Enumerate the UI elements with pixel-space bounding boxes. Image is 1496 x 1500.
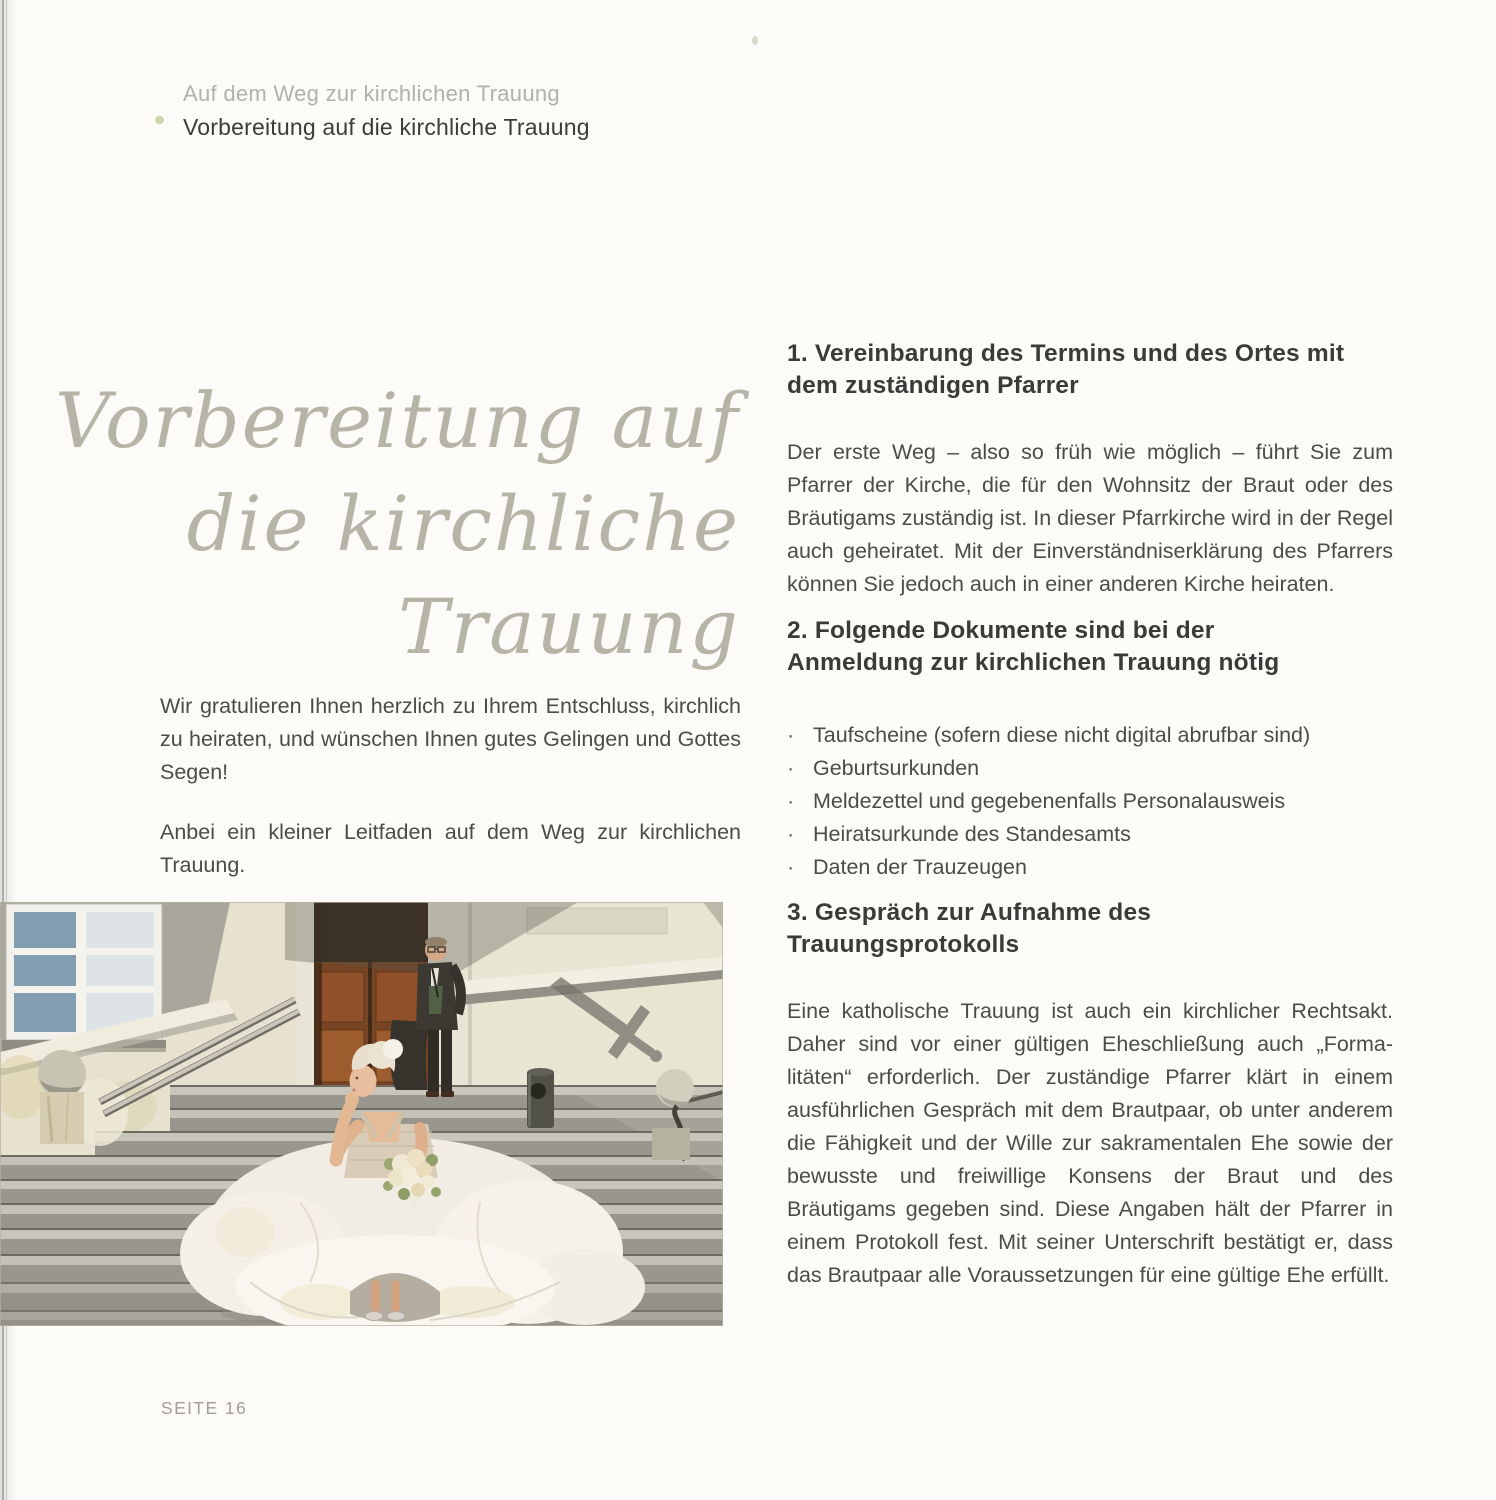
- wedding-photo: [0, 902, 723, 1326]
- bullet-dot: [155, 116, 164, 124]
- content-column: [787, 338, 1393, 1292]
- section-heading-3: 3. Gespräch zur Aufnahme des Trauungsprotokolls: [787, 899, 1152, 958]
- list-item: [787, 818, 1393, 851]
- list-item: [787, 785, 1393, 818]
- scan-speck: [752, 36, 758, 45]
- breadcrumb-chapter: Auf dem Weg zur kirchlichen Trauung: [183, 81, 560, 106]
- list-bullet: ·: [787, 822, 795, 846]
- list-bullet: ·: [787, 723, 795, 747]
- section-terminvereinbarung: [787, 338, 1393, 601]
- list-bullet: ·: [787, 756, 795, 780]
- page-title-line-1: Vorbereitung auf: [55, 375, 740, 465]
- section-dokumente: [787, 615, 1393, 884]
- page-title-line-3: Trauung: [398, 581, 740, 671]
- list-item-text: Daten der Trauzeugen: [813, 855, 1027, 879]
- breadcrumb-page-title: Vorbereitung auf die kirchliche Trauung: [183, 114, 590, 140]
- page-title: [55, 369, 740, 678]
- list-bullet: ·: [787, 855, 795, 879]
- list-item-text: Heiratsurkunde des Standesamts: [813, 822, 1131, 846]
- page-number: SEITE 16: [161, 1398, 248, 1418]
- section-body-3: Eine katholische Trauung ist auch ein kirchlicher Rechtsakt. Daher sind vor einer gültigen Eheschließung auch „Formalitäten“ erforderlich. Der zuständige Pfarrer klärt in einem ausführlichen Gespräch mit dem Brautpaar, ob unter anderem die Fähigkeit und der Wille zur sakramentalen Ehe sowie der bewusste und freiwillige Konsens der Braut und des Bräutigams gegeben sind. Diese Angaben hält der Pfarrer in einem Protokoll fest. Mit seiner Unterschrift bestätigt er, dass das Brautpaar alle Voraussetzungen für eine gültige Ehe erfüllt.: [787, 999, 1393, 1287]
- list-item-text: Meldezettel und gegebenenfalls Personalausweis: [813, 789, 1286, 813]
- page-footer: [161, 1398, 247, 1419]
- list-item: [787, 851, 1393, 884]
- documents-list: [787, 719, 1393, 884]
- intro-text: [160, 690, 741, 909]
- section-heading-1: 1. Vereinbarung des Termins und des Ortes mit dem zuständigen Pfarrer: [787, 340, 1345, 399]
- list-item-text: Taufscheine (sofern diese nicht digital abrufbar sind): [813, 723, 1311, 747]
- intro-paragraph-2: Anbei ein kleiner Leitfaden auf dem Weg zur kirchlichen Trauung.: [160, 820, 741, 877]
- section-body-1: Der erste Weg – also so früh wie möglich – führt Sie zum Pfarrer der Kirche, die für den Wohnsitz der Braut oder des Bräutigams zuständig ist. In dieser Pfarrkirche wird in der Regel auch geheiratet. Mit der Einverständniserklärung des Pfarrers können Sie jedoch auch in einer anderen Kirche heiraten.: [787, 440, 1393, 596]
- page-title-line-2: die kirchliche: [186, 478, 740, 568]
- breadcrumb: [183, 80, 590, 142]
- list-item: [787, 719, 1393, 752]
- intro-paragraph-1: Wir gratulieren Ihnen herzlich zu Ihrem Entschluss, kirchlich zu heiraten, und wünschen Ihnen gutes Gelingen und Gottes Segen!: [160, 694, 741, 784]
- list-item-text: Geburtsurkunden: [813, 756, 980, 780]
- section-trauungsprotokoll: [787, 897, 1393, 1292]
- list-item: [787, 752, 1393, 785]
- section-heading-2: 2. Folgende Dokumente sind bei der Anmeldung zur kirchlichen Trauung nötig: [787, 617, 1280, 676]
- list-bullet: ·: [787, 789, 795, 813]
